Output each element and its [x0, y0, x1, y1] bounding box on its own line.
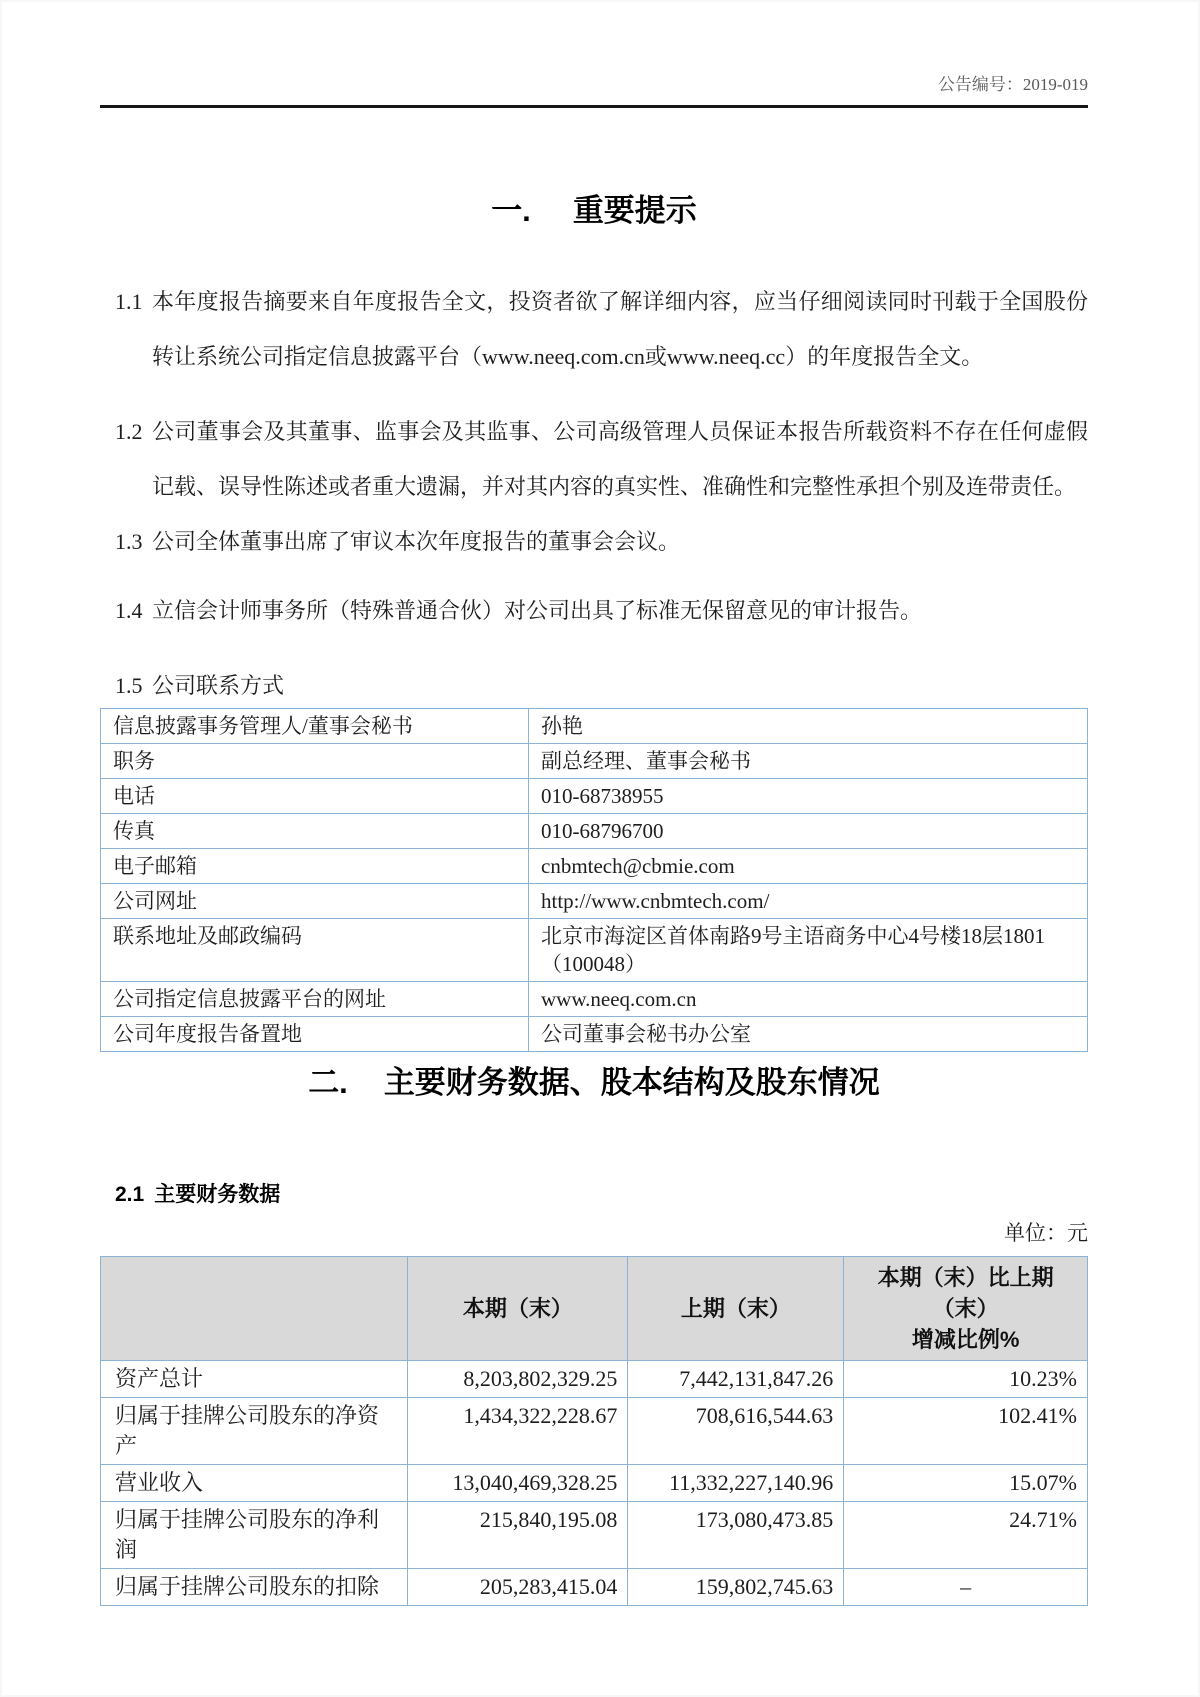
fin-current-value: 13,040,469,328.25 [408, 1465, 628, 1502]
contact-label: 电子邮箱 [101, 849, 529, 884]
fin-prior-value: 173,080,473.85 [628, 1502, 844, 1569]
fin-change-value: 24.71% [844, 1502, 1088, 1569]
fin-metric: 归属于挂牌公司股东的净资产 [101, 1398, 408, 1465]
fin-change-value: 15.07% [844, 1465, 1088, 1502]
paragraph-number: 1.2 [115, 419, 143, 444]
header-rule [100, 105, 1088, 108]
contact-row-position [101, 744, 1088, 779]
fin-change-value: 10.23% [844, 1361, 1088, 1398]
fin-prior-value: 7,442,131,847.26 [628, 1361, 844, 1398]
paragraph-1-4 [100, 583, 1088, 638]
paragraph-1-3 [100, 514, 1088, 569]
fin-current-value: 1,434,322,228.67 [408, 1398, 628, 1465]
paragraph-text: 本年度报告摘要来自年度报告全文，投资者欲了解详细内容，应当仔细阅读同时刊载于全国股份转让系统公司指定信息披露平台（www.neeq.com.cn或www.neeq.cc）的年度报告全文。 [152, 289, 1088, 369]
paragraph-number: 1.4 [115, 598, 143, 623]
contact-row-disclosure-manager [101, 709, 1088, 744]
fin-prior-value: 11,332,227,140.96 [628, 1465, 844, 1502]
section-1-number: 一. [491, 193, 531, 228]
contact-row-report-location [101, 1017, 1088, 1052]
subsection-2-1-heading [100, 1181, 1088, 1209]
fin-change-value: – [844, 1569, 1088, 1606]
section-2-heading [100, 1064, 1088, 1102]
fin-header-prior: 上期（末） [628, 1257, 844, 1361]
fin-header-change-line2: 增减比例% [911, 1327, 1020, 1352]
contact-value: 副总经理、董事会秘书 [529, 744, 1088, 779]
contact-value: www.neeq.com.cn [529, 982, 1088, 1017]
fin-row-net-assets [101, 1398, 1088, 1465]
fin-header-current: 本期（末） [408, 1257, 628, 1361]
fin-current-value: 8,203,802,329.25 [408, 1361, 628, 1398]
contact-label: 职务 [101, 744, 529, 779]
paragraph-text: 公司董事会及其董事、监事会及其监事、公司高级管理人员保证本报告所载资料不存在任何虚假记载、误导性陈述或者重大遗漏，并对其内容的真实性、准确性和完整性承担个别及连带责任。 [152, 419, 1088, 499]
paragraph-1-5 [100, 658, 1088, 713]
contact-row-fax [101, 814, 1088, 849]
fin-header-change [844, 1257, 1088, 1361]
contact-label: 联系地址及邮政编码 [101, 919, 529, 982]
contact-table [100, 708, 1088, 1052]
contact-label: 公司网址 [101, 884, 529, 919]
contact-value: 010-68738955 [529, 779, 1088, 814]
fin-metric: 归属于挂牌公司股东的净利润 [101, 1502, 408, 1569]
contact-value: cnbmtech@cbmie.com [529, 849, 1088, 884]
fin-header-metric [101, 1257, 408, 1361]
financial-table [100, 1256, 1088, 1606]
contact-row-disclosure-platform [101, 982, 1088, 1017]
fin-row-net-profit [101, 1502, 1088, 1569]
fin-row-revenue [101, 1465, 1088, 1502]
paragraph-number: 1.5 [115, 673, 143, 698]
fin-row-total-assets [101, 1361, 1088, 1398]
fin-current-value: 215,840,195.08 [408, 1502, 628, 1569]
fin-header-change-line1: 本期（末）比上期（末） [877, 1265, 1054, 1321]
subsection-title: 主要财务数据 [154, 1183, 281, 1206]
paragraph-text: 公司全体董事出席了审议本次年度报告的董事会会议。 [152, 529, 681, 554]
subsection-number: 2.1 [115, 1183, 145, 1206]
fin-metric: 资产总计 [101, 1361, 408, 1398]
financial-header-row [101, 1257, 1088, 1361]
contact-row-phone [101, 779, 1088, 814]
contact-label: 公司指定信息披露平台的网址 [101, 982, 529, 1017]
contact-value: 010-68796700 [529, 814, 1088, 849]
contact-row-website [101, 884, 1088, 919]
contact-label: 传真 [101, 814, 529, 849]
paragraph-text: 公司联系方式 [152, 673, 285, 698]
fin-metric: 归属于挂牌公司股东的扣除 [101, 1569, 408, 1606]
fin-row-deducted-net-profit [101, 1569, 1088, 1606]
paragraph-number: 1.1 [115, 289, 143, 314]
paragraph-1-1 [100, 274, 1088, 384]
paragraph-number: 1.3 [115, 529, 143, 554]
contact-row-address [101, 919, 1088, 982]
section-1-heading [100, 192, 1088, 230]
contact-value: 公司董事会秘书办公室 [529, 1017, 1088, 1052]
contact-label: 电话 [101, 779, 529, 814]
paragraph-text: 立信会计师事务所（特殊普通合伙）对公司出具了标准无保留意见的审计报告。 [152, 598, 923, 623]
unit-note: 单位：元 [1004, 1221, 1088, 1245]
contact-label: 信息披露事务管理人/董事会秘书 [101, 709, 529, 744]
doc-number: 公告编号：2019-019 [937, 75, 1088, 94]
contact-label: 公司年度报告备置地 [101, 1017, 529, 1052]
contact-value: 孙艳 [529, 709, 1088, 744]
section-2-title: 主要财务数据、股本结构及股东情况 [383, 1065, 880, 1100]
section-2-number: 二. [308, 1065, 348, 1100]
fin-change-value: 102.41% [844, 1398, 1088, 1465]
contact-row-email [101, 849, 1088, 884]
paragraph-1-2 [100, 404, 1088, 514]
contact-value: 北京市海淀区首体南路9号主语商务中心4号楼18层1801（100048） [529, 919, 1088, 982]
fin-prior-value: 159,802,745.63 [628, 1569, 844, 1606]
fin-metric: 营业收入 [101, 1465, 408, 1502]
section-1-title: 重要提示 [572, 193, 697, 228]
fin-current-value: 205,283,415.04 [408, 1569, 628, 1606]
fin-prior-value: 708,616,544.63 [628, 1398, 844, 1465]
contact-value: http://www.cnbmtech.com/ [529, 884, 1088, 919]
